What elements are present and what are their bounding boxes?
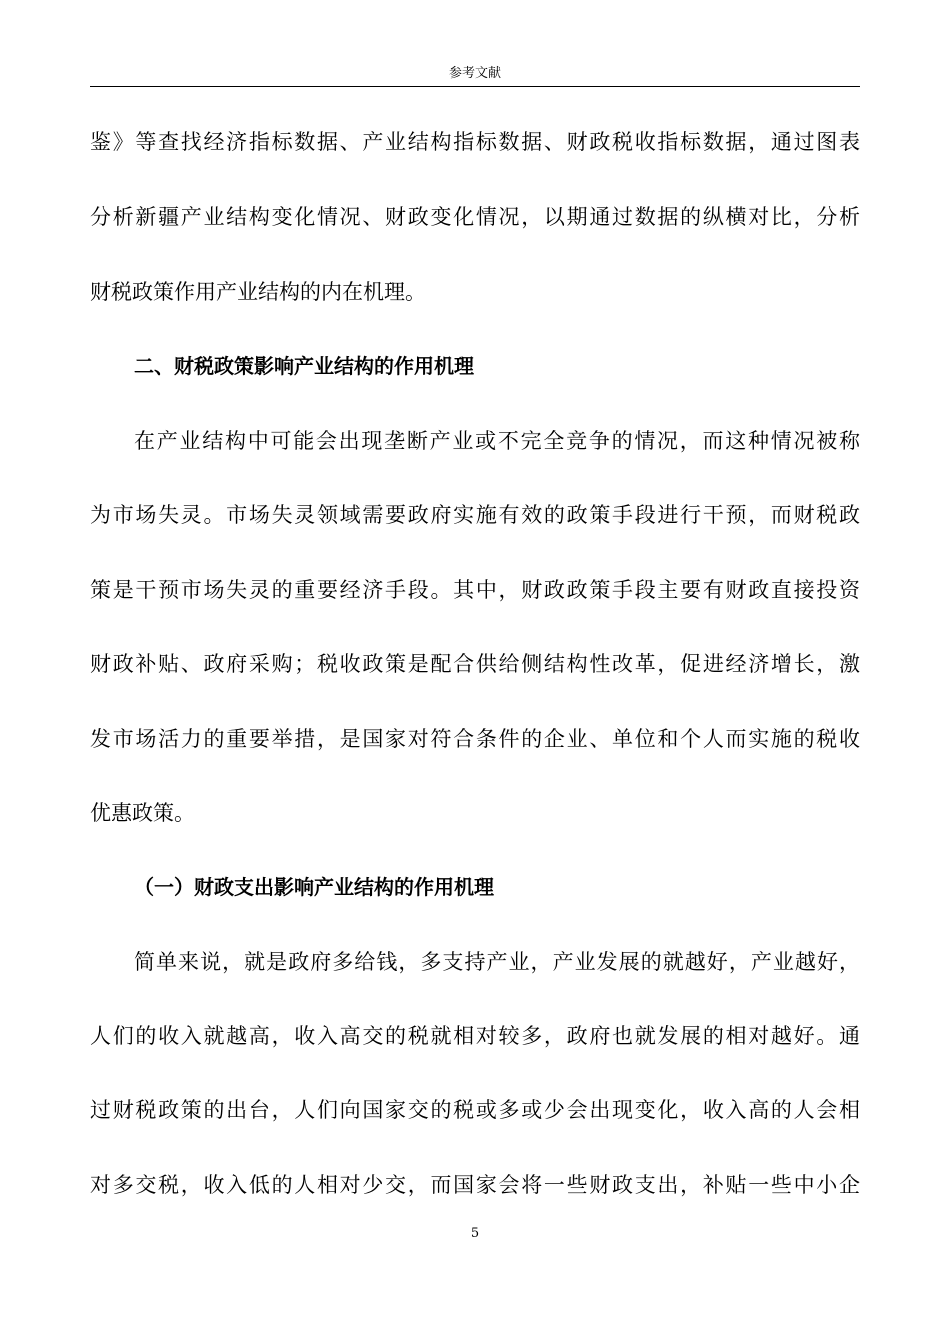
subsection-heading: （一）财政支出影响产业结构的作用机理: [134, 875, 494, 899]
paragraph-line: 财税政策作用产业结构的内在机理。: [90, 280, 426, 304]
paragraph-line: 过财税政策的出台，人们向国家交的税或多或少会出现变化，收入高的人会相: [90, 1098, 860, 1122]
section-heading: 二、财税政策影响产业结构的作用机理: [134, 354, 474, 378]
header-divider: [90, 86, 860, 87]
paragraph-line: 为市场失灵。市场失灵领域需要政府实施有效的政策手段进行干预，而财税政: [90, 503, 860, 527]
paragraph-line: 财政补贴、政府采购；税收政策是配合供给侧结构性改革，促进经济增长，激: [90, 652, 860, 676]
paragraph-line: 对多交税，收入低的人相对少交，而国家会将一些财政支出，补贴一些中小企: [90, 1173, 860, 1197]
page-number: 5: [470, 1226, 480, 1241]
paragraph-line: 人们的收入就越高，收入高交的税就相对较多，政府也就发展的相对越好。通: [90, 1024, 860, 1048]
paragraph-line: 鉴》等查找经济指标数据、产业结构指标数据、财政税收指标数据，通过图表: [90, 130, 860, 154]
paragraph-line: 分析新疆产业结构变化情况、财政变化情况，以期通过数据的纵横对比，分析: [90, 205, 860, 229]
paragraph-line: 策是干预市场失灵的重要经济手段。其中，财政政策手段主要有财政直接投资: [90, 578, 860, 602]
paragraph-line: 简单来说，就是政府多给钱，多支持产业，产业发展的就越好，产业越好，: [134, 950, 860, 974]
paragraph-line: 在产业结构中可能会出现垄断产业或不完全竞争的情况，而这种情况被称: [134, 429, 860, 453]
paragraph-line: 发市场活力的重要举措，是国家对符合条件的企业、单位和个人而实施的税收: [90, 727, 860, 751]
paragraph-line: 优惠政策。: [90, 801, 195, 825]
running-header: 参考文献: [448, 66, 501, 81]
